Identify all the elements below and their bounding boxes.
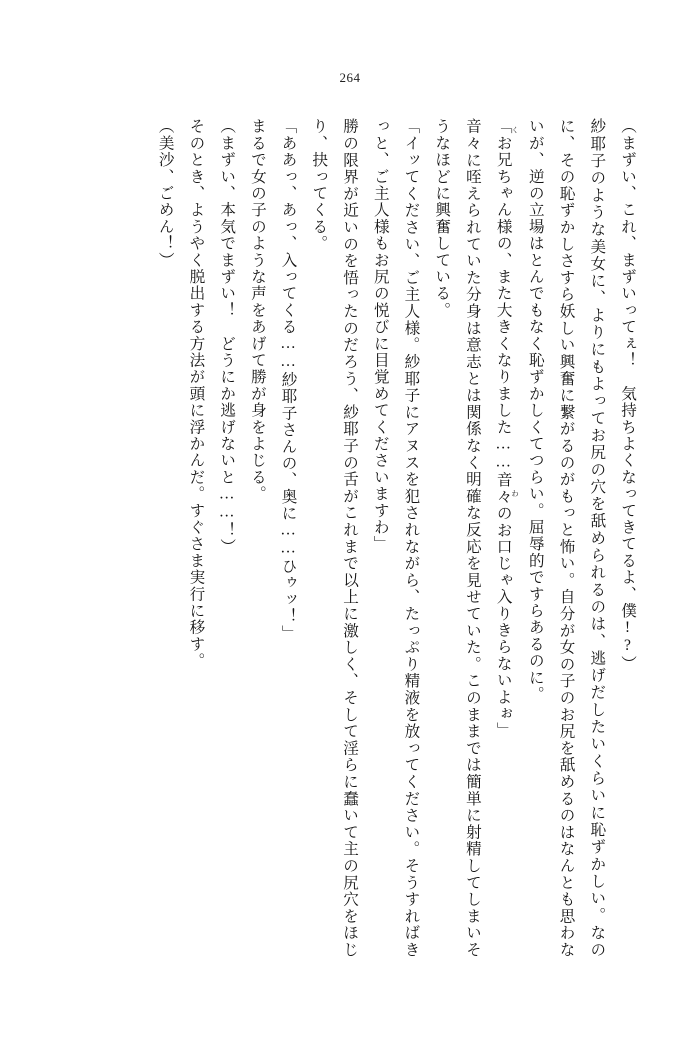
page-body-text (58, 118, 642, 958)
paragraph: （まずい、これ、まずいってぇ！ 気持ちよくなってきてるよ、僕!?） (619, 118, 636, 672)
paragraph: 「イッてください、ご主人様。紗耶子にアヌスを犯されながら、たっぷり精液を放ってください。そうすればきっと、ご主人様もお尻の悦びに目覚めてくださいますわ」 (371, 118, 420, 958)
paragraph-rest: のお口じゃ入りきらないよぉ」 (494, 504, 512, 739)
paragraph: そのとき、ようやく脱出する方法が頭に浮かんだ。すぐさま実行に移す。 (187, 118, 205, 670)
paragraph: （美沙、ごめん！） (156, 118, 174, 269)
paragraph: 勝の限界が近いのを悟ったのだろう、紗耶子の舌がこれまで以上に激しく、そして淫らに蠢いて主の尻穴をほじり、抉ってくる。 (310, 118, 359, 958)
paragraph: （まずい、本気でまずい！ どうにか逃げないと……！） (218, 118, 236, 555)
paragraph: 「ああっ、あっ、入ってくる……紗耶子さんの、奥に……ひゥッ！」 (279, 118, 297, 642)
ruby-text: 「お兄ちゃん様の、また大きくなりました……音々 くわ (494, 118, 520, 505)
paragraph: 紗耶子のような美女に、よりにもよってお尻の穴を舐められるのは、逃げだしたいくらいに恥ずかしい。なのに、その恥ずかしさすら妖しい興奮に繋がるのがもっと怖い。自分が女の子のお尻を舐めるのはなんとも思わないが、逆の立場はとんでもなく恥ずかしくてつらい。屈辱的ですらあるのに。 (526, 118, 606, 958)
page-number: 264 (339, 70, 361, 85)
paragraph: まるで女の子のような声をあげて勝が身をよじる。 (248, 118, 266, 503)
paragraph: 音々に咥えられていた分身は意志とは関係なく明確な反応を見せていた。このままでは簡単に射精してしまいそうなほどに興奮している。 (433, 118, 481, 958)
paragraph-with-ruby (487, 118, 519, 958)
